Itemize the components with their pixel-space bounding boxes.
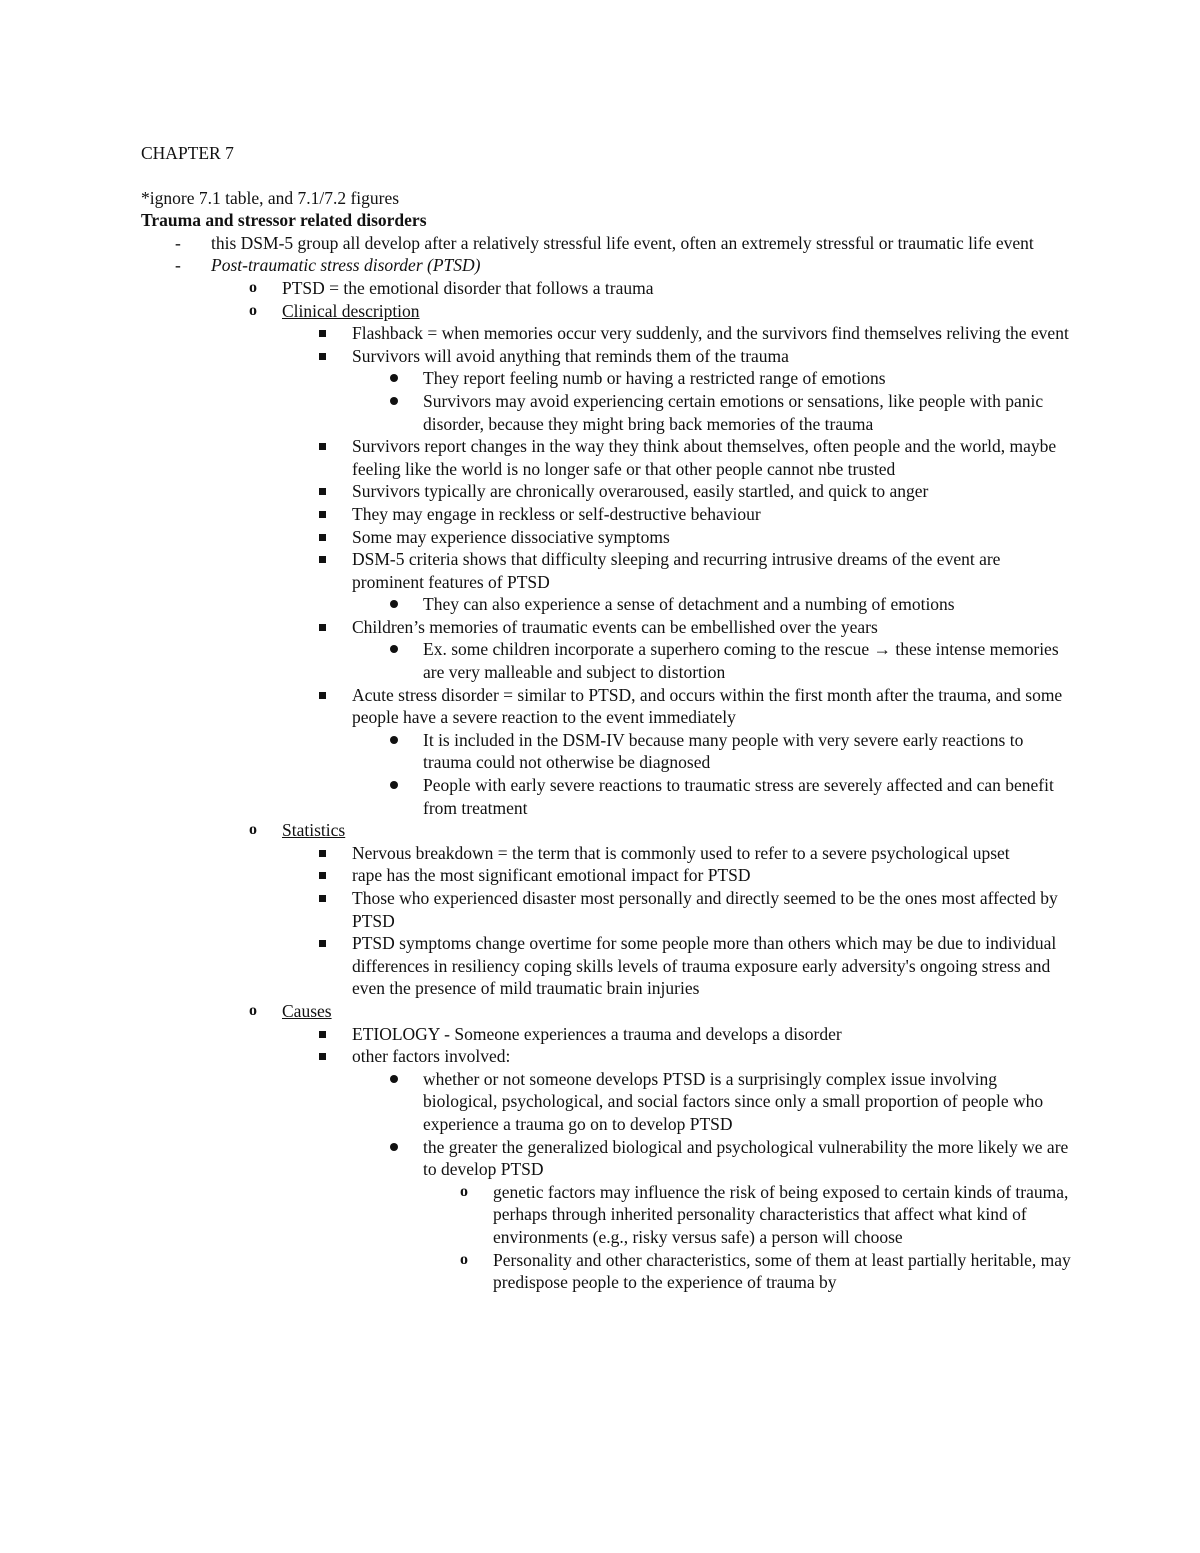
- dash-bullet: -: [175, 232, 181, 253]
- square-bullet: [319, 1031, 326, 1038]
- list-item-text: Those who experienced disaster most personally and directly seemed to be the ones most affected by PTSD: [352, 888, 1058, 931]
- square-bullet: [319, 488, 326, 495]
- ignore-note: *ignore 7.1 table, and 7.1/7.2 figures: [141, 187, 400, 208]
- list-item-text: Survivors report changes in the way they think about themselves, often people and the world, maybe feeling like the world is no longer safe or that other people cannot nbe trusted: [352, 436, 1057, 479]
- list-item-text: Survivors typically are chronically overaroused, easily startled, and quick to anger: [352, 481, 929, 502]
- dot-bullet: [390, 645, 398, 653]
- square-bullet: [319, 940, 326, 947]
- dash-bullet: -: [175, 255, 181, 276]
- square-bullet: [319, 692, 326, 699]
- list-item-text: Some may experience dissociative symptoms: [352, 526, 670, 547]
- list-item: [141, 1136, 1071, 1181]
- list-item: [141, 616, 1071, 639]
- section-heading: Trauma and stressor related disorders: [141, 210, 427, 231]
- list-item-text: Survivors may avoid experiencing certain emotions or sensations, like people with panic disorder, because they might bring back memories of the trauma: [423, 390, 1044, 434]
- list-item: [141, 526, 1071, 549]
- list-item-text: genetic factors may influence the risk of being exposed to certain kinds of trauma, perhaps through inherited personality characteristics that affect what kind of environments (e.g., risky versus safe) a person will choose: [493, 1181, 1069, 1247]
- list-item-text: People with early severe reactions to traumatic stress are severely affected and can benefit from treatment: [423, 775, 1054, 818]
- list-item: [141, 503, 1071, 526]
- list-item: [141, 367, 1071, 390]
- list-item: [141, 1045, 1071, 1068]
- list-item: [141, 932, 1071, 1000]
- list-item: [141, 842, 1071, 865]
- list-item-text: this DSM-5 group all develop after a relatively stressful life event, often an extremely stressful or traumatic life event: [211, 232, 1034, 253]
- circle-bullet: o: [460, 1182, 468, 1200]
- statistics-heading: Statistics: [282, 820, 346, 841]
- list-item: [141, 345, 1071, 368]
- list-item: [141, 277, 1071, 300]
- list-item: [141, 638, 1071, 683]
- list-item: [141, 480, 1071, 503]
- list-item: [141, 864, 1071, 887]
- list-item: [141, 322, 1071, 345]
- list-item-text: Flashback = when memories occur very suddenly, and the survivors find themselves reliving the event: [352, 323, 1069, 344]
- chapter-title: CHAPTER 7: [141, 143, 234, 163]
- list-item: [141, 390, 1071, 435]
- list-item: [141, 1249, 1071, 1294]
- list-item-text: PTSD = the emotional disorder that follows a trauma: [282, 277, 654, 298]
- list-item-text: other factors involved:: [352, 1046, 511, 1067]
- list-item-text: Nervous breakdown = the term that is commonly used to refer to a severe psychological upset: [352, 842, 1010, 863]
- circle-bullet: o: [249, 1001, 257, 1019]
- list-item: [141, 300, 1071, 323]
- list-item-text: Ex. some children incorporate a superhero coming to the rescue: [423, 639, 870, 660]
- square-bullet: [319, 556, 326, 563]
- dot-bullet: [390, 397, 398, 405]
- circle-bullet: o: [249, 821, 257, 839]
- clinical-description-heading: Clinical description: [282, 300, 420, 321]
- arrow-right-icon: →: [873, 639, 891, 660]
- list-item-text: rape has the most significant emotional impact for PTSD: [352, 865, 751, 886]
- list-item: [141, 1023, 1071, 1046]
- list-item-text: Acute stress disorder = similar to PTSD, and occurs within the first month after the trauma, and some people have a severe reaction to the event immediately: [352, 684, 1063, 728]
- list-item: [141, 1181, 1071, 1249]
- circle-bullet: o: [249, 301, 257, 319]
- list-item: [141, 548, 1071, 593]
- square-bullet: [319, 353, 326, 360]
- circle-bullet: o: [460, 1250, 468, 1268]
- list-item-text: They report feeling numb or having a restricted range of emotions: [423, 368, 886, 389]
- list-item: [141, 1068, 1071, 1136]
- list-item: [141, 232, 1071, 255]
- list-item-text: PTSD symptoms change overtime for some people more than others which may be due to individual differences in resiliency coping skills levels of trauma exposure early adversity's ongoing stress and even the presence of mild traumatic brain injuries: [352, 933, 1057, 999]
- list-item-text: Survivors will avoid anything that reminds them of the trauma: [352, 345, 789, 366]
- list-item-text: these intense memories are very malleable and subject to distortion: [423, 639, 1059, 683]
- square-bullet: [319, 850, 326, 857]
- list-item-text: They can also experience a sense of detachment and a numbing of emotions: [423, 594, 955, 615]
- document-content: [141, 142, 1071, 1294]
- circle-bullet: o: [249, 278, 257, 296]
- list-item: [141, 774, 1071, 819]
- dot-bullet: [390, 1143, 398, 1151]
- list-item-text: Personality and other characteristics, some of them at least partially heritable, may predispose people to the experience of trauma by: [493, 1249, 1071, 1293]
- dot-bullet: [390, 781, 398, 789]
- dot-bullet: [390, 374, 398, 382]
- list-item: [141, 593, 1071, 616]
- dot-bullet: [390, 600, 398, 608]
- square-bullet: [319, 511, 326, 518]
- list-item-text: DSM-5 criteria shows that difficulty sleeping and recurring intrusive dreams of the event are prominent features of PTSD: [352, 549, 1001, 592]
- causes-heading: Causes: [282, 1000, 332, 1021]
- square-bullet: [319, 624, 326, 631]
- square-bullet: [319, 872, 326, 879]
- list-item: [141, 729, 1071, 774]
- list-item-text: Children’s memories of traumatic events can be embellished over the years: [352, 616, 878, 637]
- dot-bullet: [390, 736, 398, 744]
- list-item-text: the greater the generalized biological and psychological vulnerability the more likely we are to develop PTSD: [423, 1136, 1069, 1180]
- square-bullet: [319, 1053, 326, 1060]
- square-bullet: [319, 443, 326, 450]
- square-bullet: [319, 330, 326, 337]
- list-item-text: It is included in the DSM-IV because many people with very severe early reactions to trauma could not otherwise be diagnosed: [423, 729, 1024, 773]
- list-item: [141, 435, 1071, 480]
- list-item: [141, 1000, 1071, 1023]
- list-item-text: whether or not someone develops PTSD is a surprisingly complex issue involving biological, psychological, and social factors since only a small proportion of people who experience a trauma go on to develop PTSD: [423, 1068, 1044, 1134]
- list-item: [141, 254, 1071, 277]
- list-item: [141, 887, 1071, 932]
- list-item-text: They may engage in reckless or self-destructive behaviour: [352, 503, 761, 524]
- ptsd-subheading: Post-traumatic stress disorder (PTSD): [211, 255, 481, 276]
- dot-bullet: [390, 1075, 398, 1083]
- square-bullet: [319, 534, 326, 541]
- list-item: [141, 819, 1071, 842]
- list-item: [141, 684, 1071, 729]
- list-item-text: ETIOLOGY - Someone experiences a trauma and develops a disorder: [352, 1023, 842, 1044]
- square-bullet: [319, 895, 326, 902]
